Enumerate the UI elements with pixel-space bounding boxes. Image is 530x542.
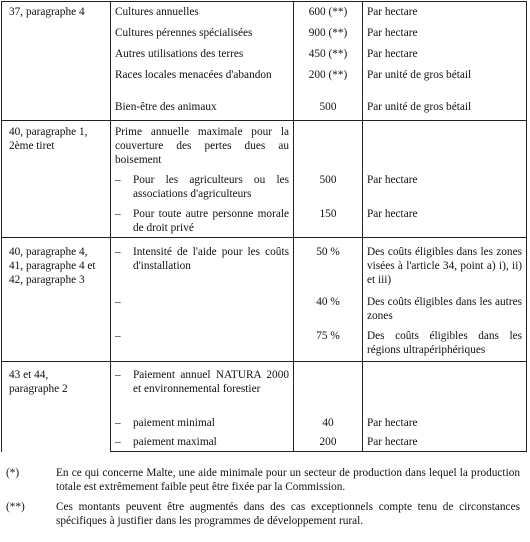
footnote-mark: (**) — [6, 501, 25, 513]
article-reference-line-1: 40, paragraphe 4, — [9, 246, 88, 258]
measure-cell — [111, 413, 294, 432]
amount-value: 75 % — [294, 325, 363, 362]
measure-label — [133, 295, 289, 309]
amount-value: 50 % — [294, 238, 363, 291]
unit-label: Des coûts éligibles dans les autres zones — [363, 291, 527, 325]
dash-marker: – — [115, 369, 121, 381]
amount-value: 40 % — [294, 291, 363, 325]
unit-label: Des coûts éligibles dans les régions ultrapériphériques — [363, 325, 527, 362]
measure-label: Intensité de l'aide pour les coûts d'installation — [133, 246, 289, 272]
table-row — [2, 2, 527, 23]
article-cell — [2, 362, 111, 452]
measure-label: Pour toute autre personne morale de droit privé — [133, 207, 289, 234]
measure-cell — [111, 432, 294, 452]
amount-value-empty — [294, 121, 363, 171]
unit-label: Par unité de gros bétail — [363, 65, 527, 97]
amount-value: 200 — [294, 432, 363, 452]
amount-value: 40 — [294, 413, 363, 432]
measure-label: Bien-être des animaux — [111, 97, 294, 121]
amount-value-empty — [294, 362, 363, 413]
amount-value: 150 — [294, 203, 363, 238]
amount-value: 200 (**) — [294, 65, 363, 97]
amount-value: 900 (**) — [294, 23, 363, 44]
measure-label: Races locales menacées d'abandon — [111, 65, 294, 97]
amount-value: 500 — [294, 97, 363, 121]
measure-heading: Prime annuelle maximale pour la couverture des pertes dues au boisement — [111, 121, 294, 171]
unit-label: Par hectare — [363, 203, 527, 238]
article-reference: 37, paragraphe 4 — [9, 6, 85, 18]
unit-label-empty — [363, 362, 527, 413]
unit-label: Par hectare — [363, 2, 527, 23]
footnotes — [6, 466, 520, 534]
footnote-text: Ces montants peuvent être augmentés dans des cas exceptionnels compte tenu de circonstances spécifiques à justifier dans les programmes de développement rural. — [56, 501, 520, 527]
dash-marker: – — [115, 295, 121, 308]
measure-label: Cultures pérennes spécialisées — [111, 23, 294, 44]
article-reference-line-2: 41, paragraphe 4 et — [9, 260, 96, 272]
measure-label: Cultures annuelles — [111, 2, 294, 23]
table-row — [2, 362, 527, 413]
dash-marker: – — [115, 416, 121, 429]
amount-value: 500 — [294, 171, 363, 203]
unit-label: Par hectare — [363, 44, 527, 65]
measure-label: Paiement annuel NATURA 2000 et environnemental forestier — [133, 369, 289, 395]
measure-label: paiement maximal — [133, 435, 217, 448]
unit-label: Par hectare — [363, 171, 527, 203]
article-reference-line-1: 43 et 44, — [9, 369, 49, 381]
article-reference-line-2: 2ème tiret — [9, 140, 55, 152]
amount-value: 600 (**) — [294, 2, 363, 23]
article-reference-line-3: 42, paragraphe 3 — [9, 274, 85, 286]
unit-label: Par unité de gros bétail — [363, 97, 527, 121]
measure-cell — [111, 325, 294, 362]
dash-marker: – — [115, 173, 121, 186]
unit-label: Par hectare — [363, 413, 527, 432]
measure-label: Autres utilisations des terres — [111, 44, 294, 65]
dash-marker: – — [115, 246, 121, 258]
measure-label: Pour les agriculteurs ou les associations d'agriculteurs — [133, 173, 289, 200]
unit-label-empty — [363, 121, 527, 171]
footnote — [6, 500, 520, 528]
measure-cell — [111, 203, 294, 238]
unit-label: Par hectare — [363, 23, 527, 44]
measure-label — [133, 329, 289, 343]
measure-cell — [111, 171, 294, 203]
table-row — [2, 121, 527, 171]
unit-label: Par hectare — [363, 432, 527, 452]
measure-cell — [111, 238, 294, 291]
dash-marker: – — [115, 435, 121, 448]
article-cell — [2, 2, 111, 121]
footnote-mark: (*) — [6, 467, 20, 479]
amount-value: 450 (**) — [294, 44, 363, 65]
measure-label: paiement minimal — [133, 416, 215, 429]
aid-amounts-table — [1, 1, 527, 452]
footnote-text: En ce qui concerne Malte, une aide minimale pour un secteur de production dans lequel la production totale est extrêmement faible peut être fixée par la Commission. — [56, 467, 520, 493]
article-cell — [2, 238, 111, 362]
dash-marker: – — [115, 329, 121, 342]
article-reference-line-1: 40, paragraphe 1, — [9, 126, 88, 138]
article-cell — [2, 121, 111, 238]
footnote — [6, 466, 520, 494]
measure-cell — [111, 291, 294, 325]
measure-cell — [111, 362, 294, 413]
unit-label: Des coûts éligibles dans les zones visées à l'article 34, point a) i), ii) et iii) — [363, 238, 527, 291]
article-reference-line-2: paragraphe 2 — [9, 383, 68, 395]
table-row — [2, 238, 527, 291]
dash-marker: – — [115, 207, 121, 220]
